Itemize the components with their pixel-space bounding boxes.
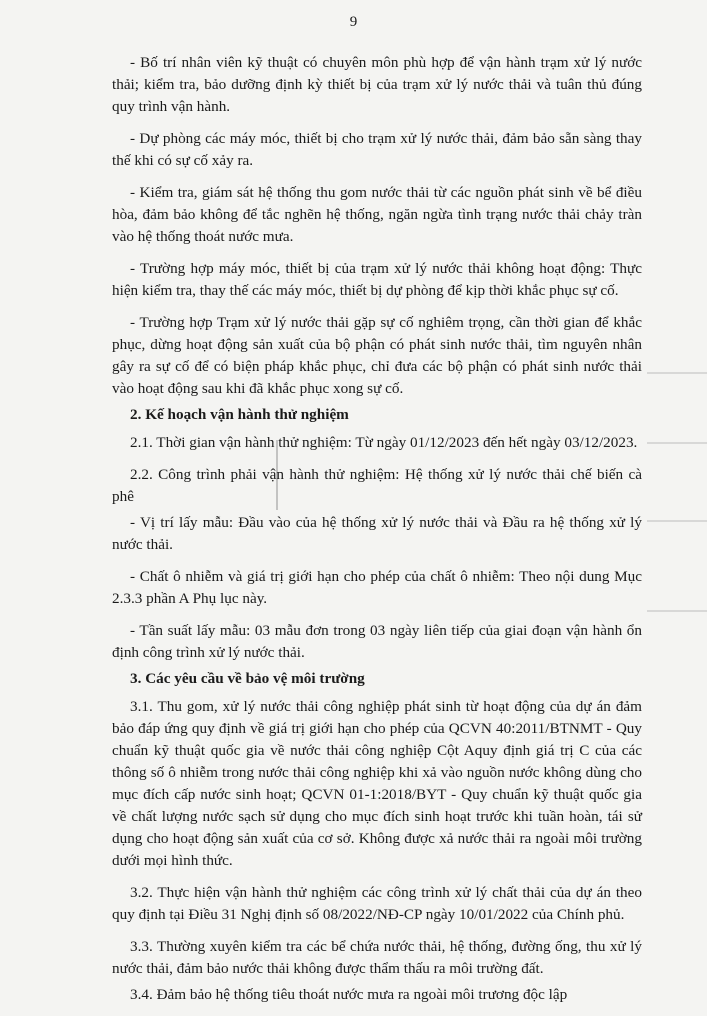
paragraph: 2.2. Công trình phải vận hành thử nghiệm: Hệ thống xử lý nước thải chế biến cà phê xyxy=(112,466,642,505)
scan-bleed-mark xyxy=(647,442,707,444)
paragraph: - Bố trí nhân viên kỹ thuật có chuyên môn phù hợp để vận hành trạm xử lý nước thải; kiểm tra, bảo dưỡng định kỳ thiết bị của trạm xử lý nước thải và tuân thủ đúng quy trình vận hành. xyxy=(112,54,642,115)
paragraph: - Trường hợp Trạm xử lý nước thải gặp sự cố nghiêm trọng, cần thời gian để khắc phục, dừng hoạt động sản xuất của bộ phận có phát sinh nước thải, tìm nguyên nhân gây ra sự cố để có biện pháp khắc phục, chỉ đưa các bộ phận có phát sinh nước thải vào hoạt động sau khi đã khắc phục xong sự cố. xyxy=(112,314,642,397)
section-heading: 3. Các yêu cầu về bảo vệ môi trường xyxy=(130,670,365,687)
paragraph: - Vị trí lấy mẫu: Đầu vào của hệ thống xử lý nước thải và Đầu ra hệ thống xử lý nước thải. xyxy=(112,514,642,553)
paragraph: 3.1. Thu gom, xử lý nước thải công nghiệp phát sinh từ hoạt động của dự án đảm bảo đáp ứng quy định về giá trị giới hạn cho phép của QCVN 40:2011/BTNMT - Quy chuẩn kỹ thuật quốc gia về nước thải công nghiệp Cột Aquy định giá trị C của các thông số ô nhiễm trong nước thải công nghiệp khi xả vào nguồn nước không dùng cho mục đích cấp nước sinh hoạt; QCVN 01-1:2018/BYT - Quy chuẩn kỹ thuật quốc gia về chất lượng nước sạch sử dụng cho mục đích sinh hoạt trước khi tuần hoàn, tái sử dụng cho hoạt động sản xuất của cơ sở. Không được xả nước thải ra ngoài môi trường dưới mọi hình thức. xyxy=(112,698,642,869)
document-body xyxy=(112,52,642,1016)
paragraph: - Dự phòng các máy móc, thiết bị cho trạm xử lý nước thải, đảm bảo sẵn sàng thay thế khi có sự cố xảy ra. xyxy=(112,130,642,169)
paragraph: 3.4. Đảm bảo hệ thống tiêu thoát nước mưa ra ngoài môi trương độc lập xyxy=(130,986,568,1003)
section-heading: 2. Kế hoạch vận hành thử nghiệm xyxy=(130,406,349,423)
scan-bleed-mark xyxy=(647,610,707,612)
paragraph: 2.1. Thời gian vận hành thử nghiệm: Từ ngày 01/12/2023 đến hết ngày 03/12/2023. xyxy=(130,434,638,451)
paragraph: 3.2. Thực hiện vận hành thử nghiệm các công trình xử lý chất thải của dự án theo quy định tại Điều 31 Nghị định số 08/2022/NĐ-CP ngày 10/01/2022 của Chính phủ. xyxy=(112,884,642,923)
paragraph: - Kiểm tra, giám sát hệ thống thu gom nước thải từ các nguồn phát sinh về bể điều hòa, đảm bảo không để tắc nghẽn hệ thống, ngăn ngừa tình trạng nước thải chảy tràn vào hệ thống thoát nước mưa. xyxy=(112,184,642,245)
scan-bleed-mark xyxy=(647,520,707,522)
paragraph: 3.3. Thường xuyên kiểm tra các bể chứa nước thải, hệ thống, đường ống, thu xử lý nước thải, đảm bảo nước thải không được thẩm thấu ra môi trường đất. xyxy=(112,938,642,977)
paragraph: - Tần suất lấy mẫu: 03 mẫu đơn trong 03 ngày liên tiếp của giai đoạn vận hành ổn định công trình xử lý nước thải. xyxy=(112,622,642,661)
page-number: 9 xyxy=(349,14,358,30)
scan-bleed-mark xyxy=(647,372,707,374)
paragraph: - Chất ô nhiễm và giá trị giới hạn cho phép của chất ô nhiễm: Theo nội dung Mục 2.3.3 phần A Phụ lục này. xyxy=(112,568,642,607)
paragraph: - Trường hợp máy móc, thiết bị của trạm xử lý nước thải không hoạt động: Thực hiện kiểm tra, thay thế các máy móc, thiết bị dự phòng để kịp thời khắc phục sự cố. xyxy=(112,260,642,299)
